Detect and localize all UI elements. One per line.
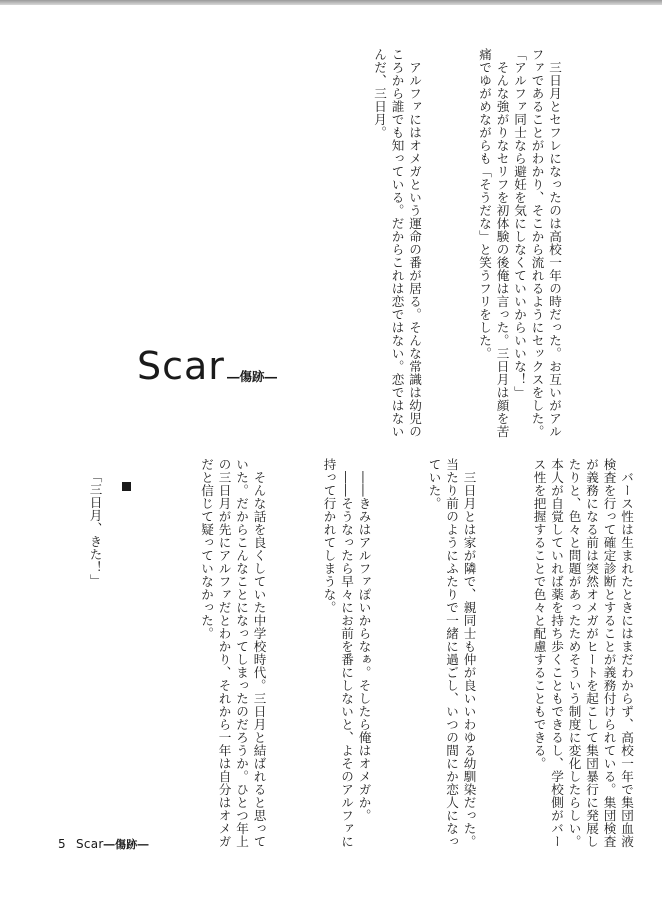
lower-text-block [180, 458, 662, 850]
chapter-title-main: Scar [137, 344, 225, 388]
footer-title: Scar [75, 837, 104, 851]
paragraph: そんな話を良くしていた中学校時代。三日月と結ばれると思って いた。だからこんなことになってしまったのだろうか。ひとつ年上 の三日月が先にアルファだとわかり、それから一年は自分はオメガ だと信じて疑っていなかった。 [199, 458, 267, 848]
paragraph: アルファにはオメガという運命の番が居る。そんな常識は幼児の ころから誰でも知っている。だからこれは恋ではない。恋ではない んだ、三日月。 [372, 48, 422, 438]
paragraph: 三日月とセフレになったのは高校一年の時だった。お互いがアル ファであることがわかり、そこから流れるようにセックスをした。 「アルファ同士なら避妊を気にしなくていいからいいな！」 そんな強がりなセリフを初体験の後俺は言った。三日月は顔を苦 痛でゆがめながらも「そうだな」と笑うフリをした。 [477, 48, 562, 438]
page-number: 5 [58, 837, 66, 851]
upper-text-block [353, 48, 598, 443]
footer-subtitle: ―傷跡― [103, 838, 149, 851]
paragraph: ――きみはアルファぽいからなぁ。そしたら俺はオメガか。 ――そうなったら早々にお前を番にしないと、よそのアルファに 持って行かれてしまうな。 [321, 458, 372, 848]
chapter-title-subtitle: ―傷跡― [226, 369, 277, 384]
paragraph: バース性は生まれたときにはまだわからず、高校一年で集団血液 検査を行って確定診断とすることが義務付けられている。集団検査 が義務になる前は突然オメガがヒートを起こして集団暴行に発展し たりと、色々と問題があったためそういう制度に変化したらしい。 本人が自覚していれば薬を持ち歩くこともできるし、学校側がバー ス性を把握することで色々と配慮することもできる。 [531, 458, 634, 848]
section-break-square-icon [122, 482, 131, 491]
paragraph: 三日月とは家が隣で、親同士も仲が良いいわゆる幼馴染だった。 当たり前のようにふたりで一緒に過ごし、いつの間にか恋人になっ ていた。 [426, 458, 477, 848]
page-top-edge [0, 0, 662, 5]
page-footer [58, 836, 149, 853]
chapter-title [137, 343, 277, 389]
dialogue-quote: 「三日月、きた！」 [87, 470, 103, 587]
